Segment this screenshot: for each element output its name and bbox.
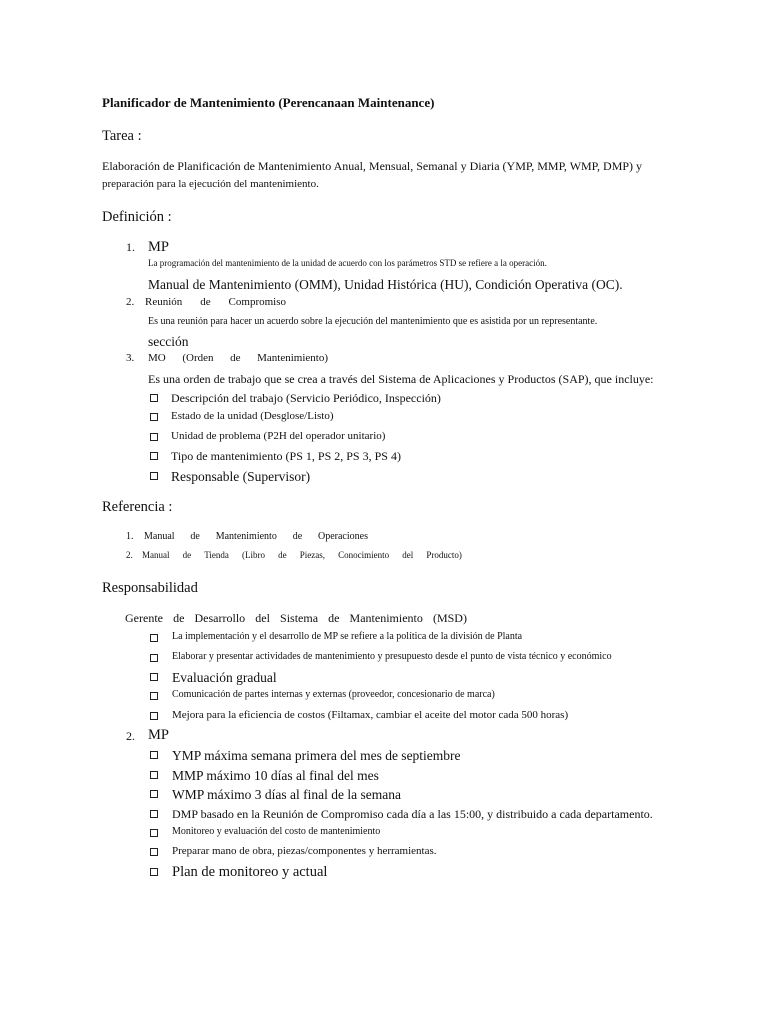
tarea-heading: Tarea : <box>102 128 142 144</box>
def-item-3-label: MO (Orden de Mantenimiento) <box>148 352 328 364</box>
definicion-heading: Definición : <box>102 209 172 225</box>
checkbox-icon <box>150 673 158 681</box>
def-item-2-extra: sección <box>148 334 189 349</box>
def-item-3-number: 3. <box>126 352 135 364</box>
ref-item-1-number: 1. <box>126 531 134 542</box>
checkbox-icon <box>150 692 158 700</box>
checkbox-icon <box>150 810 158 818</box>
gerente-heading: Gerente de Desarrollo del Sistema de Mantenimiento (MSD) <box>125 611 467 625</box>
checkbox-icon <box>150 829 158 837</box>
ref-item-2-number: 2. <box>126 550 133 560</box>
def-item-1-number: 1. <box>126 240 135 254</box>
def-item-1-label: MP <box>148 239 169 255</box>
checkbox-icon <box>150 413 158 421</box>
referencia-heading: Referencia : <box>102 499 173 515</box>
def-item-3-bullet-1: Descripción del trabajo (Servicio Periódico, Inspección) <box>171 391 441 405</box>
document-title: Planificador de Mantenimiento (Perencanaan Maintenance) <box>102 95 435 110</box>
tarea-text-line2: preparación para la ejecución del mantenimiento. <box>102 178 319 190</box>
def-item-2-description: Es una reunión para hacer un acuerdo sobre la ejecución del mantenimiento que es asistida por un representante. <box>148 316 598 327</box>
def-item-2-number: 2. <box>126 296 135 308</box>
gerente-bullet-2: Elaborar y presentar actividades de mantenimiento y presupuesto desde el punto de vista técnico y económico <box>172 651 612 662</box>
responsabilidad-heading: Responsabilidad <box>102 580 198 596</box>
gerente-bullet-3: Evaluación gradual <box>172 670 277 685</box>
mp-bullet-6: Preparar mano de obra, piezas/componentes y herramientas. <box>172 845 437 857</box>
ref-item-2-text: Manual de Tienda (Libro de Piezas, Conocimiento del Producto) <box>142 550 462 560</box>
mp-label: MP <box>148 727 169 743</box>
def-item-3-bullet-3: Unidad de problema (P2H del operador unitario) <box>171 430 386 442</box>
mp-bullet-2: MMP máximo 10 días al final del mes <box>172 768 379 783</box>
checkbox-icon <box>150 634 158 642</box>
checkbox-icon <box>150 394 158 402</box>
def-item-3-bullet-5: Responsable (Supervisor) <box>171 469 311 484</box>
checkbox-icon <box>150 790 158 798</box>
checkbox-icon <box>150 433 158 441</box>
checkbox-icon <box>150 848 158 856</box>
gerente-bullet-1: La implementación y el desarrollo de MP se refiere a la política de la división de Planta <box>172 631 523 642</box>
checkbox-icon <box>150 452 158 460</box>
checkbox-icon <box>150 712 158 720</box>
mp-bullet-4: DMP basado en la Reunión de Compromiso cada día a las 15:00, y distribuido a cada departamento. <box>172 807 653 821</box>
mp-bullet-1: YMP máxima semana primera del mes de septiembre <box>172 748 461 763</box>
checkbox-icon <box>150 472 158 480</box>
def-item-3-bullet-2: Estado de la unidad (Desglose/Listo) <box>171 410 334 422</box>
mp-bullet-3: WMP máximo 3 días al final de la semana <box>172 787 401 802</box>
def-item-1-extra: Manual de Mantenimiento (OMM), Unidad Histórica (HU), Condición Operativa (OC). <box>148 277 623 292</box>
checkbox-icon <box>150 751 158 759</box>
mp-number: 2. <box>126 729 135 743</box>
def-item-3-description: Es una orden de trabajo que se crea a través del Sistema de Aplicaciones y Productos (SAP), que incluye: <box>148 372 654 386</box>
mp-bullet-7: Plan de monitoreo y actual <box>172 864 328 880</box>
def-item-1-description: La programación del mantenimiento de la unidad de acuerdo con los parámetros STD se refiere a la operación. <box>148 258 547 268</box>
ref-item-1-text: Manual de Mantenimiento de Operaciones <box>144 531 368 542</box>
checkbox-icon <box>150 868 158 876</box>
gerente-bullet-5: Mejora para la eficiencia de costos (Filtamax, cambiar el aceite del motor cada 500 horas) <box>172 709 569 721</box>
checkbox-icon <box>150 654 158 662</box>
def-item-3-bullet-4: Tipo de mantenimiento (PS 1, PS 2, PS 3, PS 4) <box>171 449 401 463</box>
def-item-2-label: Reunión de Compromiso <box>145 296 286 308</box>
mp-bullet-5: Monitoreo y evaluación del costo de mantenimiento <box>172 826 381 837</box>
checkbox-icon <box>150 771 158 779</box>
gerente-bullet-4: Comunicación de partes internas y externas (proveedor, concesionario de marca) <box>172 689 495 700</box>
tarea-text-line1: Elaboración de Planificación de Mantenimiento Anual, Mensual, Semanal y Diaria (YMP, MMP, WMP, DMP) y <box>102 159 643 173</box>
